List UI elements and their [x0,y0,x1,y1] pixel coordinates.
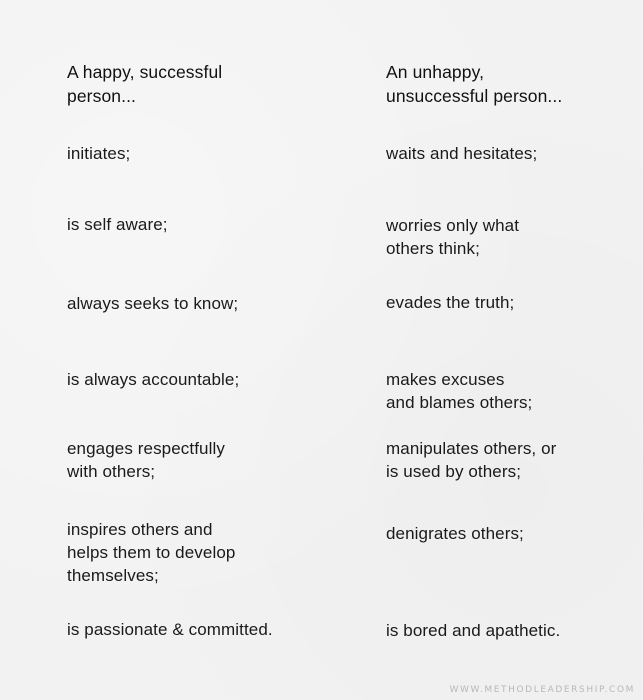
header-unhappy [386,60,562,108]
unhappy-trait-2-line-2: others think; [386,239,480,258]
unhappy-trait-7 [386,619,560,642]
happy-trait-7-line-1: is passionate & committed. [67,620,273,639]
header-happy-line-2: person... [67,86,136,106]
happy-trait-1-line-1: initiates; [67,144,131,163]
happy-trait-5 [67,437,225,483]
header-unhappy-line-2: unsuccessful person... [386,86,563,106]
happy-trait-2 [67,213,168,236]
unhappy-trait-4 [386,368,532,414]
unhappy-trait-3 [386,291,514,314]
happy-trait-6-line-3: themselves; [67,566,159,585]
happy-trait-1 [67,142,130,165]
unhappy-trait-1 [386,142,537,165]
happy-trait-6-line-1: inspires others and [67,520,213,539]
header-unhappy-line-1: An unhappy, [386,62,485,82]
happy-trait-3 [67,292,238,315]
unhappy-trait-2 [386,214,519,260]
happy-trait-6 [67,518,235,587]
header-happy-line-1: A happy, successful [67,62,223,82]
watermark-url: WWW.METHODLEADERSHIP.COM [449,685,635,695]
happy-trait-5-line-1: engages respectfully [67,439,225,458]
happy-trait-7 [67,618,273,641]
happy-trait-5-line-2: with others; [67,462,156,481]
unhappy-trait-7-line-1: is bored and apathetic. [386,621,561,640]
unhappy-trait-4-line-1: makes excuses [386,370,505,389]
unhappy-trait-2-line-1: worries only what [386,216,520,235]
happy-trait-3-line-1: always seeks to know; [67,294,239,313]
unhappy-trait-4-line-2: and blames others; [386,393,533,412]
unhappy-trait-6-line-1: denigrates others; [386,524,524,543]
unhappy-trait-5 [386,437,556,483]
unhappy-trait-5-line-2: is used by others; [386,462,522,481]
unhappy-trait-3-line-1: evades the truth; [386,293,515,312]
happy-trait-4-line-1: is always accountable; [67,370,240,389]
happy-trait-4 [67,368,239,391]
happy-trait-2-line-1: is self aware; [67,215,168,234]
header-happy [67,60,222,108]
unhappy-trait-6 [386,522,524,545]
unhappy-trait-5-line-1: manipulates others, or [386,439,557,458]
unhappy-trait-1-line-1: waits and hesitates; [386,144,538,163]
happy-trait-6-line-2: helps them to develop [67,543,236,562]
